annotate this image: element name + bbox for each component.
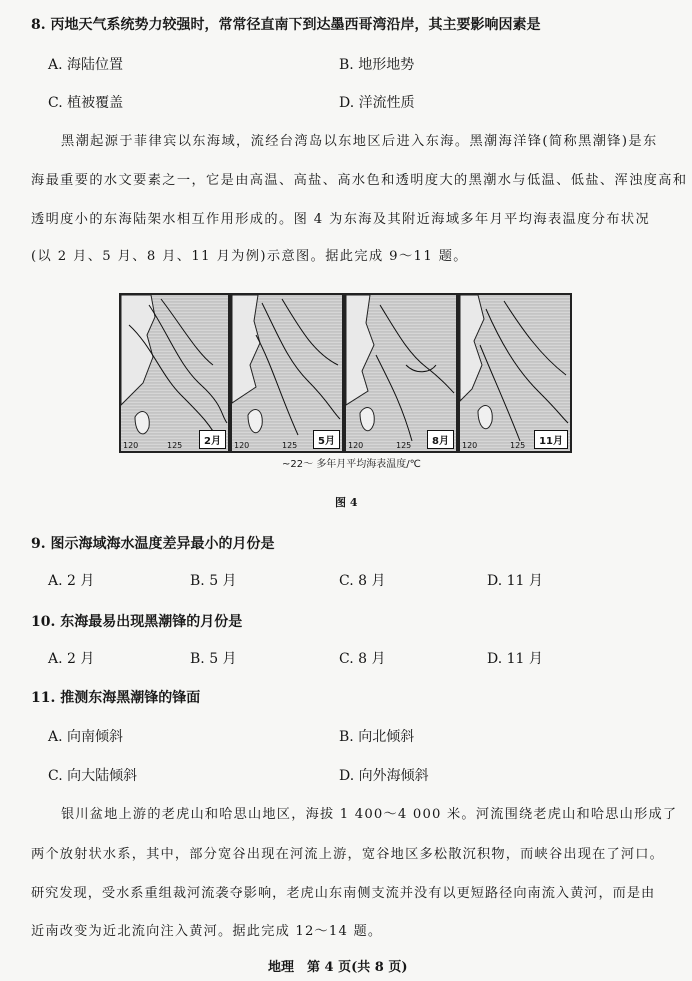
- passage2-line-3: 研究发现，受水系重组裁河流袭夺影响，老虎山东南侧支流并没有以更短路径向南流入黄河，而是由: [31, 886, 656, 901]
- passage2-line-2: 两个放射状水系，其中，部分宽谷出现在河流上游，宽谷地区多松散沉积物，而峡谷出现在了河口。: [31, 847, 665, 862]
- passage1-line-4: (以 2 月、5 月、8 月、11 月为例)示意图。据此完成 9～11 题。: [31, 249, 468, 264]
- q10-option-c[interactable]: C. 8 月: [339, 651, 386, 667]
- month-label-feb: 2月: [199, 430, 226, 449]
- passage1-line-3: 透明度小的东海陆架水相互作用形成的。图 4 为东海及其附近海域多年月平均海表温度分布状况: [31, 212, 651, 227]
- page-footer: 地理 第 4 页(共 8 页): [268, 960, 408, 975]
- feb-lon-120: 120: [123, 441, 139, 450]
- may-lon-125: 125: [282, 441, 298, 450]
- q10-option-d[interactable]: D. 11 月: [487, 651, 543, 667]
- passage2-line-4: 近南改变为近北流向注入黄河。据此完成 12～14 题。: [31, 924, 383, 939]
- map-panel-may: [230, 293, 344, 453]
- feb-lon-125: 125: [167, 441, 183, 450]
- q8-option-c[interactable]: C. 植被覆盖: [48, 95, 124, 111]
- sst-map-aug: [346, 295, 456, 451]
- question-9-stem: 9. 图示海域海水温度差异最小的月份是: [31, 536, 275, 552]
- sst-map-feb: [121, 295, 228, 451]
- aug-lon-125: 125: [396, 441, 412, 450]
- passage1-line-2: 海最重要的水文要素之一，它是由高温、高盐、高水色和透明度大的黑潮水与低温、低盐、浑浊度高和: [31, 173, 688, 188]
- aug-lon-120: 120: [348, 441, 364, 450]
- q9-option-c[interactable]: C. 8 月: [339, 573, 386, 589]
- sst-map-may: [232, 295, 342, 451]
- may-lon-120: 120: [234, 441, 250, 450]
- nov-lon-120: 120: [462, 441, 478, 450]
- q8-option-d[interactable]: D. 洋流性质: [339, 95, 415, 111]
- question-10-stem: 10. 东海最易出现黑潮锋的月份是: [31, 614, 243, 630]
- passage1-line-1: 黑潮起源于菲律宾以东海域，流经台湾岛以东地区后进入东海。黑潮海洋锋(简称黑潮锋)是东: [61, 134, 658, 149]
- figure-legend: [282, 455, 421, 470]
- q10-option-b[interactable]: B. 5 月: [190, 651, 237, 667]
- figure-caption: 图 4: [335, 496, 358, 509]
- passage2-line-1: 银川盆地上游的老虎山和哈思山地区，海拔 1 400～4 000 米。河流围绕老虎山和哈思山形成了: [61, 807, 678, 822]
- q8-option-a[interactable]: A. 海陆位置: [48, 57, 124, 73]
- map-panel-feb: [119, 293, 230, 453]
- q11-option-d[interactable]: D. 向外海倾斜: [339, 768, 429, 784]
- q11-option-a[interactable]: A. 向南倾斜: [48, 729, 124, 745]
- q9-option-b[interactable]: B. 5 月: [190, 573, 237, 589]
- nov-lon-125: 125: [510, 441, 526, 450]
- q8-option-b[interactable]: B. 地形地势: [339, 57, 415, 73]
- sst-map-nov: [460, 295, 570, 451]
- map-panel-nov: [458, 293, 572, 453]
- q10-option-a[interactable]: A. 2 月: [48, 651, 95, 667]
- q11-option-c[interactable]: C. 向大陆倾斜: [48, 768, 138, 784]
- map-panel-aug: [344, 293, 458, 453]
- q9-option-a[interactable]: A. 2 月: [48, 573, 95, 589]
- legend-text: 多年月平均海表温度/℃: [316, 459, 421, 470]
- month-label-nov: 11月: [534, 430, 568, 449]
- legend-isotherm-symbol: ~22～: [282, 459, 314, 470]
- question-8-stem: 8. 丙地天气系统势力较强时，常常径直南下到达墨西哥湾沿岸，其主要影响因素是: [31, 17, 541, 33]
- question-11-stem: 11. 推测东海黑潮锋的锋面: [31, 690, 201, 706]
- q9-option-d[interactable]: D. 11 月: [487, 573, 543, 589]
- month-label-may: 5月: [313, 430, 340, 449]
- month-label-aug: 8月: [427, 430, 454, 449]
- q11-option-b[interactable]: B. 向北倾斜: [339, 729, 415, 745]
